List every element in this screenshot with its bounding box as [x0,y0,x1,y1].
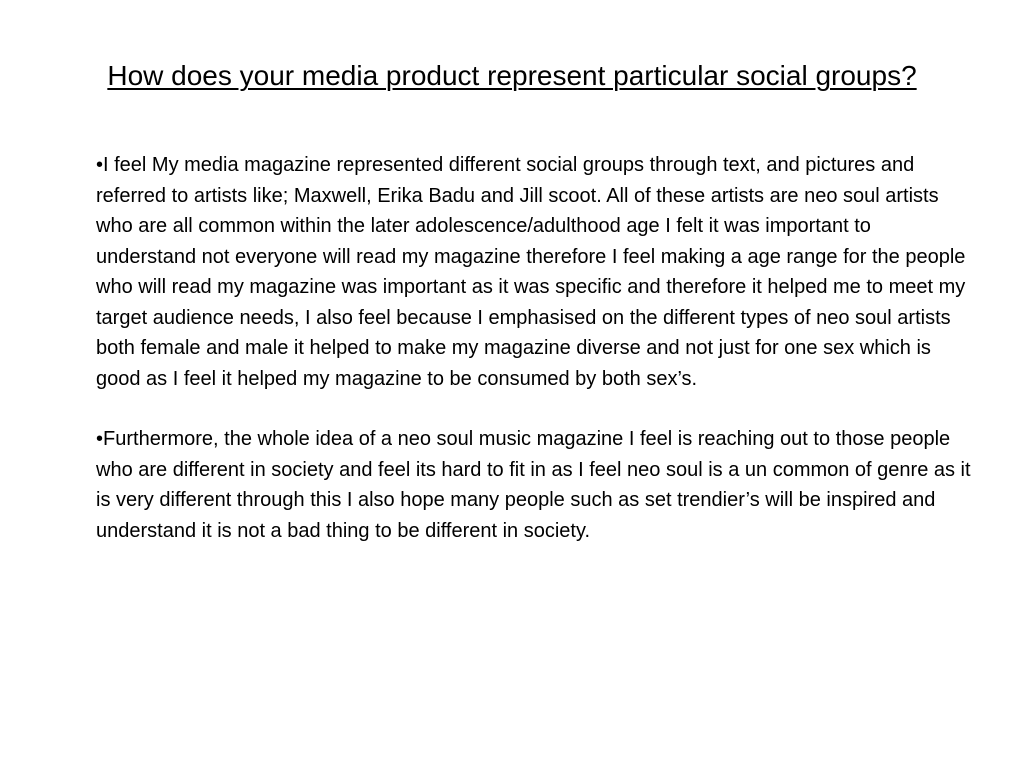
bullet-icon: • [96,154,104,176]
slide-title: How does your media product represent particular social groups? [107,60,917,91]
bullet-icon: • [96,428,104,450]
bullet-text: Furthermore, the whole idea of a neo soul music magazine I feel is reaching out to those people who are different in society and feel its hard to fit in as I feel neo soul is a un common of genre as it is very different through this I also hope many people such as set trendier’s will be inspired and understand it is not a bad thing to be different in society. [96,428,971,542]
bullet-paragraph [96,424,976,546]
bullet-paragraph [96,150,976,394]
bullet-text: I feel My media magazine represented different social groups through text, and pictures and referred to artists like; Maxwell, Erika Badu and Jill scoot. All of these artists are neo soul artists who are all common within the later adolescence/adulthood age I felt it was important to understand not everyone will read my magazine therefore I feel making a age range for the people who will read my magazine was important as it was specific and therefore it helped me to meet my target audience needs, I also feel because I emphasised on the different types of neo soul artists both female and male it helped to make my magazine diverse and not just for one sex which is good as I feel it helped my magazine to be consumed by both sex’s. [96,154,966,390]
slide-body [96,150,976,546]
